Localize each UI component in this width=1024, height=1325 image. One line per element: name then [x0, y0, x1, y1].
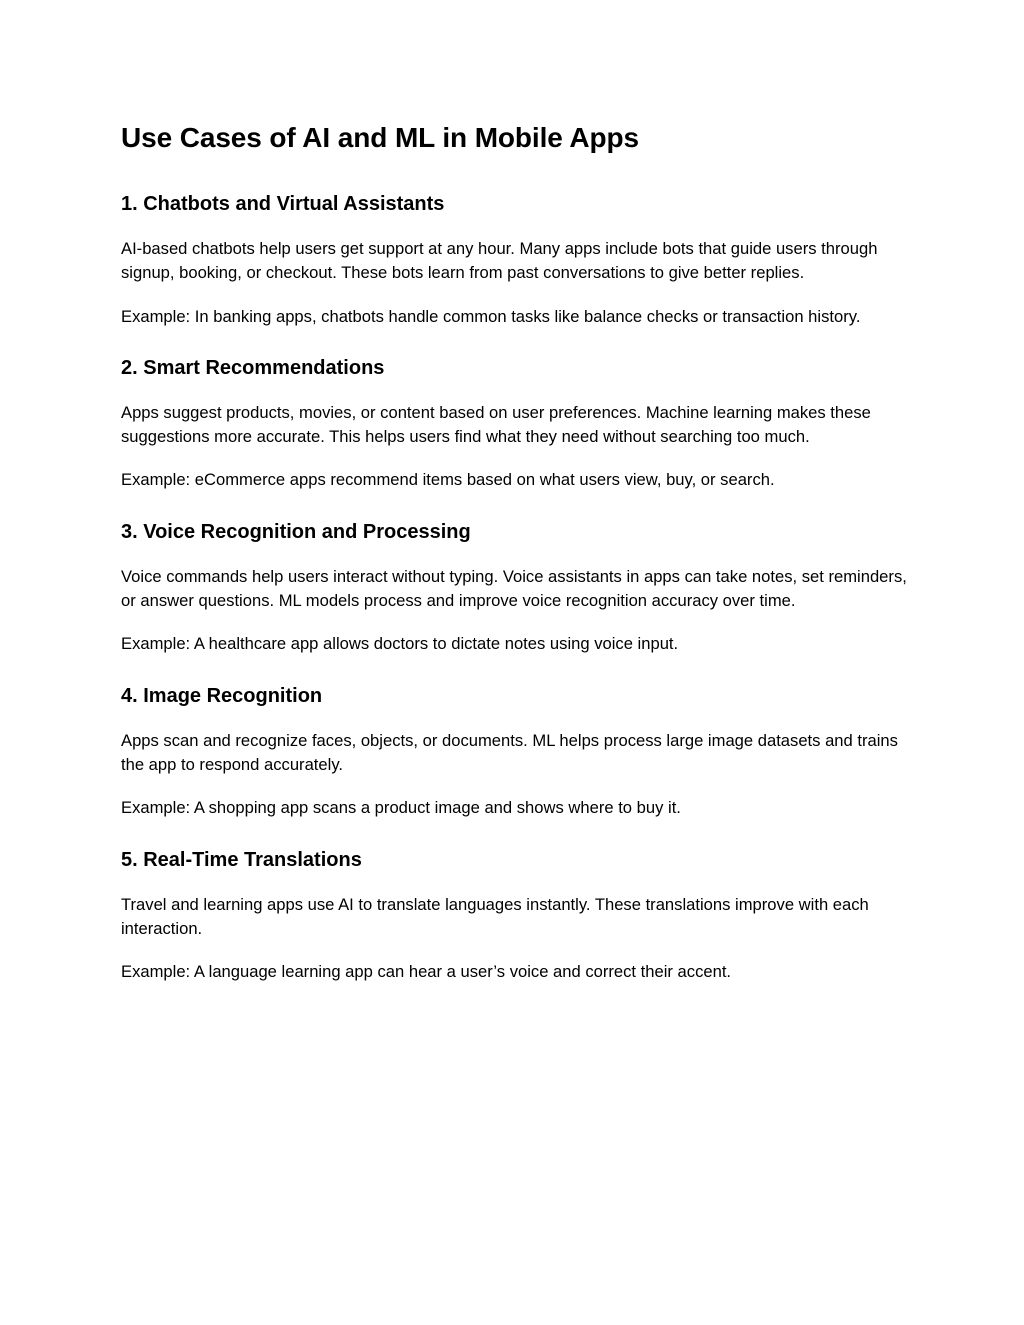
document-content [121, 118, 911, 984]
section-heading: 2. Smart Recommendations [121, 356, 385, 379]
section-example: Example: A shopping app scans a product image and shows where to buy it. [121, 798, 681, 818]
section-heading: 3. Voice Recognition and Processing [121, 520, 471, 543]
section-example: Example: In banking apps, chatbots handle common tasks like balance checks or transaction history. [121, 306, 861, 326]
section-example: Example: A healthcare app allows doctors to dictate notes using voice input. [121, 634, 679, 654]
section-body: AI-based chatbots help users get support at any hour. Many apps include bots that guide users through signup, booking, or checkout. These bots learn from past conversations to give better replies. [121, 239, 878, 283]
section-heading: 1. Chatbots and Virtual Assistants [121, 193, 445, 215]
section-heading: 5. Real-Time Translations [121, 848, 362, 871]
section-body: Travel and learning apps use AI to translate languages instantly. These translations improve with each interaction. [121, 894, 869, 938]
section-body: Voice commands help users interact without typing. Voice assistants in apps can take notes, set reminders, or answer questions. ML models process and improve voice recognition accuracy over time. [121, 566, 907, 611]
section-body: Apps suggest products, movies, or content based on user preferences. Machine learning makes these suggestions more accurate. This helps users find what they need without searching too much. [121, 402, 871, 447]
section-heading: 4. Image Recognition [121, 684, 323, 707]
section-chatbots [121, 191, 911, 329]
section-image-recognition [121, 683, 911, 821]
section-example: Example: A language learning app can hear a user’s voice and correct their accent. [121, 962, 732, 982]
page-title: Use Cases of AI and ML in Mobile Apps [121, 122, 640, 153]
section-voice-recognition [121, 519, 911, 657]
section-body: Apps scan and recognize faces, objects, or documents. ML helps process large image datasets and trains the app to respond accurately. [121, 730, 898, 774]
section-translations [121, 847, 911, 985]
section-example: Example: eCommerce apps recommend items based on what users view, buy, or search. [121, 470, 775, 490]
section-recommendations [121, 355, 911, 493]
